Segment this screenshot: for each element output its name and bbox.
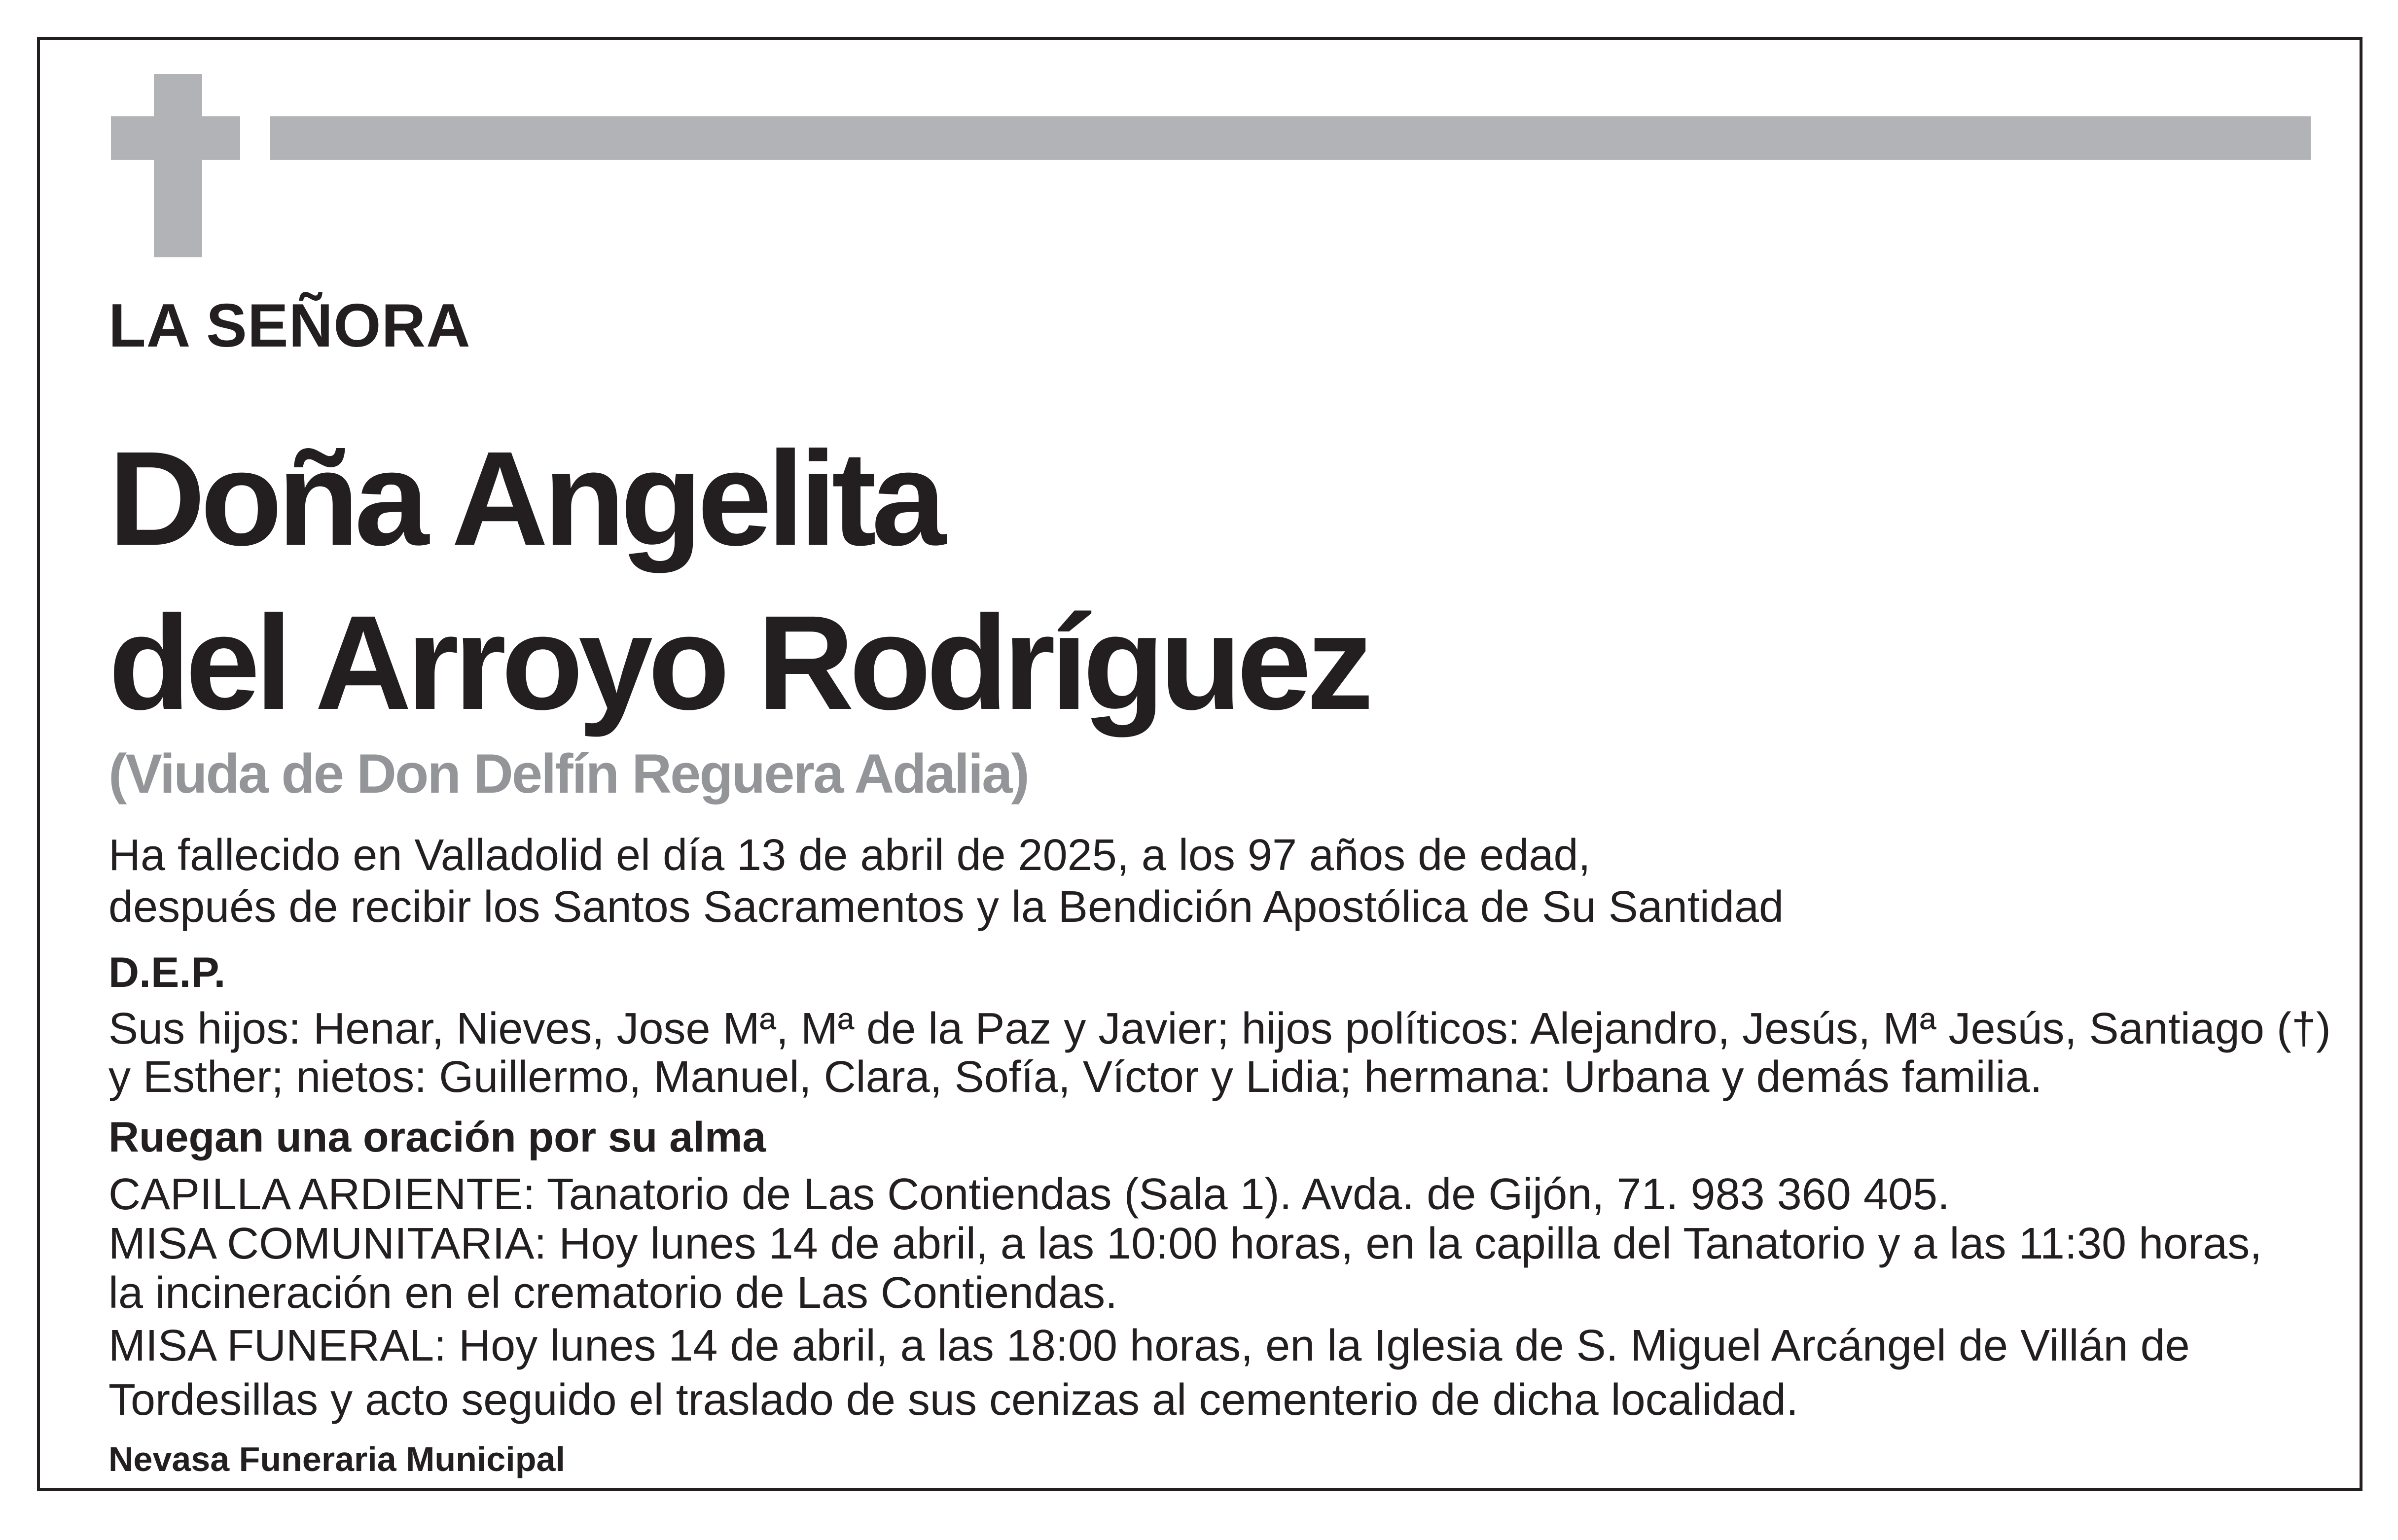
prayer-request: Ruegan una oración por su alma bbox=[108, 1114, 766, 1161]
deceased-name-line-2: del Arroyo Rodríguez bbox=[108, 588, 1369, 737]
service-line: MISA FUNERAL: Hoy lunes 14 de abril, a las 18:00 horas, en la Iglesia de S. Miguel Arcángel de Villán de bbox=[108, 1321, 2190, 1370]
funeral-home: Nevasa Funeraria Municipal bbox=[108, 1440, 565, 1478]
deceased-label: LA SEÑORA bbox=[108, 292, 471, 360]
service-line: CAPILLA ARDIENTE: Tanatorio de Las Contiendas (Sala 1). Avda. de Gijón, 71. 983 360 405. bbox=[108, 1170, 1950, 1219]
family-line: y Esther; nietos: Guillermo, Manuel, Clara, Sofía, Víctor y Lidia; hermana: Urbana y demás familia. bbox=[108, 1052, 2042, 1102]
service-line: la incineración en el crematorio de Las Contiendas. bbox=[108, 1268, 1118, 1318]
deceased-name-line-1: Doña Angelita bbox=[108, 423, 941, 573]
service-line: Tordesillas y acto seguido el traslado de sus cenizas al cementerio de dicha localidad. bbox=[108, 1375, 1798, 1425]
death-line: después de recibir los Santos Sacramentos y la Bendición Apostólica de Su Santidad bbox=[108, 882, 1784, 932]
widow-of-subtitle: (Viuda de Don Delfín Reguera Adalia) bbox=[108, 743, 1028, 805]
header-rule bbox=[270, 116, 2311, 160]
family-line: Sus hijos: Henar, Nieves, Jose Mª, Mª de la Paz y Javier; hijos políticos: Alejandro, Jesús, Mª Jesús, Santiago (†) bbox=[108, 1004, 2331, 1053]
death-line: Ha fallecido en Valladolid el día 13 de abril de 2025, a los 97 años de edad, bbox=[108, 831, 1591, 880]
service-line: MISA COMUNITARIA: Hoy lunes 14 de abril, a las 10:00 horas, en la capilla del Tanatorio y a las 11:30 horas, bbox=[108, 1219, 2262, 1268]
dep-text: D.E.P. bbox=[108, 949, 226, 996]
